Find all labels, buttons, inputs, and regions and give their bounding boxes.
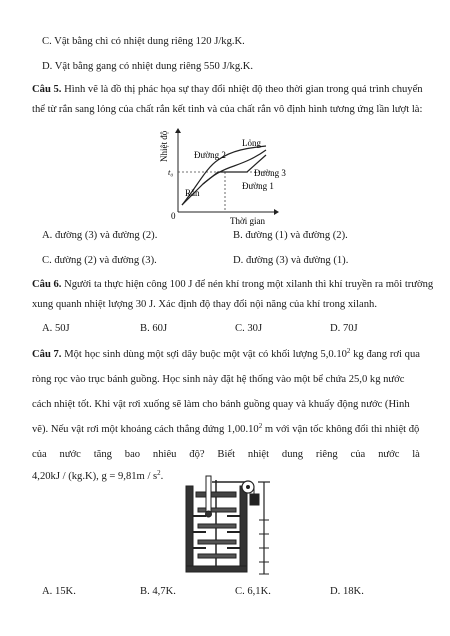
q5-option-b: B. đường (1) và đường (2). [233,230,348,241]
q5-option-c: C. đường (2) và đường (3). [42,255,157,266]
y-axis-label: Nhiệt độ [159,130,169,162]
q5-line1 [32,83,423,97]
q7-line4-b: m với vận tốc không đổi thì nhiệt độ [264,424,420,435]
q7-w: là [412,449,420,460]
q7-w: học [84,349,100,360]
origin-label: 0 [171,211,176,221]
q6-option-d: D. 70J [330,323,358,334]
q6-line2: xung quanh nhiệt lượng 30 J. Xác định độ thay đổi nội năng của khí trong xilanh. [32,299,377,310]
lid [196,492,236,497]
q7-w: nước [378,449,400,460]
q7-line5 [32,448,420,462]
q7-w: Một [64,349,82,360]
y-axis-arrow [175,128,181,133]
tank-left-wall [186,486,193,572]
q7-w: qua [404,349,420,360]
q7-w: nước [59,449,81,460]
q6-option-a: A. 50J [42,323,70,334]
curve-2 [182,146,266,205]
q7-w: lượng [292,349,318,360]
curve-3 [203,150,266,184]
solid-label: Rắn [185,188,200,198]
paddle-1 [198,508,236,512]
q7-dist-exp: 2 [258,422,263,430]
q7-w: nhiệt [247,449,270,460]
q7-line1 [32,348,420,362]
x-axis-label: Thời gian [230,216,266,226]
thermometer [206,476,211,514]
q7-w: sinh [102,349,121,360]
curve3-label: Đường 3 [254,168,286,178]
q7-w: buộc [199,349,221,360]
q6-label: Câu 6. [32,279,62,290]
paddle-3 [198,540,236,544]
q5-label: Câu 5. [32,84,62,95]
tank-right-wall [240,486,247,572]
q7-line2: ròng rọc vào trục bánh guồng. Học sinh này đặt hệ thống vào một bể chứa 25,0 kg nước [32,374,405,385]
q7-option-c: C. 6,1K. [235,586,271,597]
q7-label: Câu 7. [32,349,62,360]
q7-w: khối [271,349,290,360]
q7-line3: cách nhiệt tốt. Khi vật rơi xuống sẽ làm cho bánh guồng quay và khuấy động nước (Hình [32,399,410,410]
q7-w: của [32,449,47,460]
paddle-4 [198,554,236,558]
q7-line4 [32,423,419,437]
q7-w: riêng [315,449,338,460]
q7-w: Biết [217,449,236,460]
q6-line1 [32,278,433,292]
q5-option-d: D. đường (3) và đường (1). [233,255,349,266]
q7-w: có [258,349,269,360]
q7-w: rơi [389,349,402,360]
q7-option-a: A. 15K. [42,586,76,597]
q7-w: dung [281,449,304,460]
q5-option-a: A. đường (3) và đường (2). [42,230,158,241]
q7-option-b: B. 4,7K. [140,586,176,597]
thermometer-bulb [206,511,212,517]
q6-option-c: C. 30J [235,323,263,334]
q7-w: đang [366,349,388,360]
q7-w: tăng [93,449,112,460]
curve1-label: Đường 1 [242,181,274,191]
q7-w: của [350,449,366,460]
q5-text1: Hình vẽ là đồ thị phác họa sự thay đổi nhiệt độ theo thời gian trong quá trình chuyển [64,84,423,95]
t0-label: t₀ [168,167,174,177]
q7-mass-unit: kg [353,349,364,360]
q7-w: một [223,349,240,360]
q7-option-d: D. 18K. [330,586,364,597]
q7-line4-a: vẽ). Nếu vật rơi một khoảng cách thẳng đứng [32,424,225,435]
option-c-prev: C. Vật bằng chì có nhiệt dung riêng 120 J/kg.K. [42,36,245,47]
curve2-label: Đường 2 [194,150,226,160]
pulley-axle [247,486,250,489]
q6-option-b: B. 60J [140,323,168,334]
q7-dist-base: 1,00.10 [226,424,259,435]
curve-1 [182,155,266,205]
q7-w: nhiêu [152,449,177,460]
q7-formula [32,470,163,484]
q7-w: bao [124,449,141,460]
q7-mass-base: 5,0.10 [320,349,347,360]
q7-mass [320,348,363,362]
q7-w: sợi [166,349,180,360]
liquid-label: Lỏng [242,138,261,148]
q5-line2: thể từ rắn sang lỏng của chất rắn kết tinh và của chất rắn vô định hình tương ứng lần lượt là: [32,104,423,115]
q6-text1: Người ta thực hiện công 100 J để nén khí trong một xilanh thì khí truyền ra môi trường [64,279,434,290]
q7-w: dùng [123,349,145,360]
q7-w: dây [181,349,198,360]
weight [250,494,259,505]
q7-w: một [147,349,164,360]
paddle-2 [198,524,236,528]
q7-w: độ? [189,449,205,460]
pulley [242,481,254,493]
x-axis-arrow [274,209,279,215]
q7-w: vật [242,349,256,360]
tank-bottom [186,566,247,572]
q7-formula-end: . [160,471,164,482]
option-d-prev: D. Vật bằng gang có nhiệt dung riêng 550 J/kg.K. [42,61,254,72]
q7-mass-exp: 2 [346,347,351,355]
q7-formula-text: 4,20kJ / (kg.K), g = 9,81m / s [32,471,158,482]
q7-formula-exp: 2 [157,469,161,477]
